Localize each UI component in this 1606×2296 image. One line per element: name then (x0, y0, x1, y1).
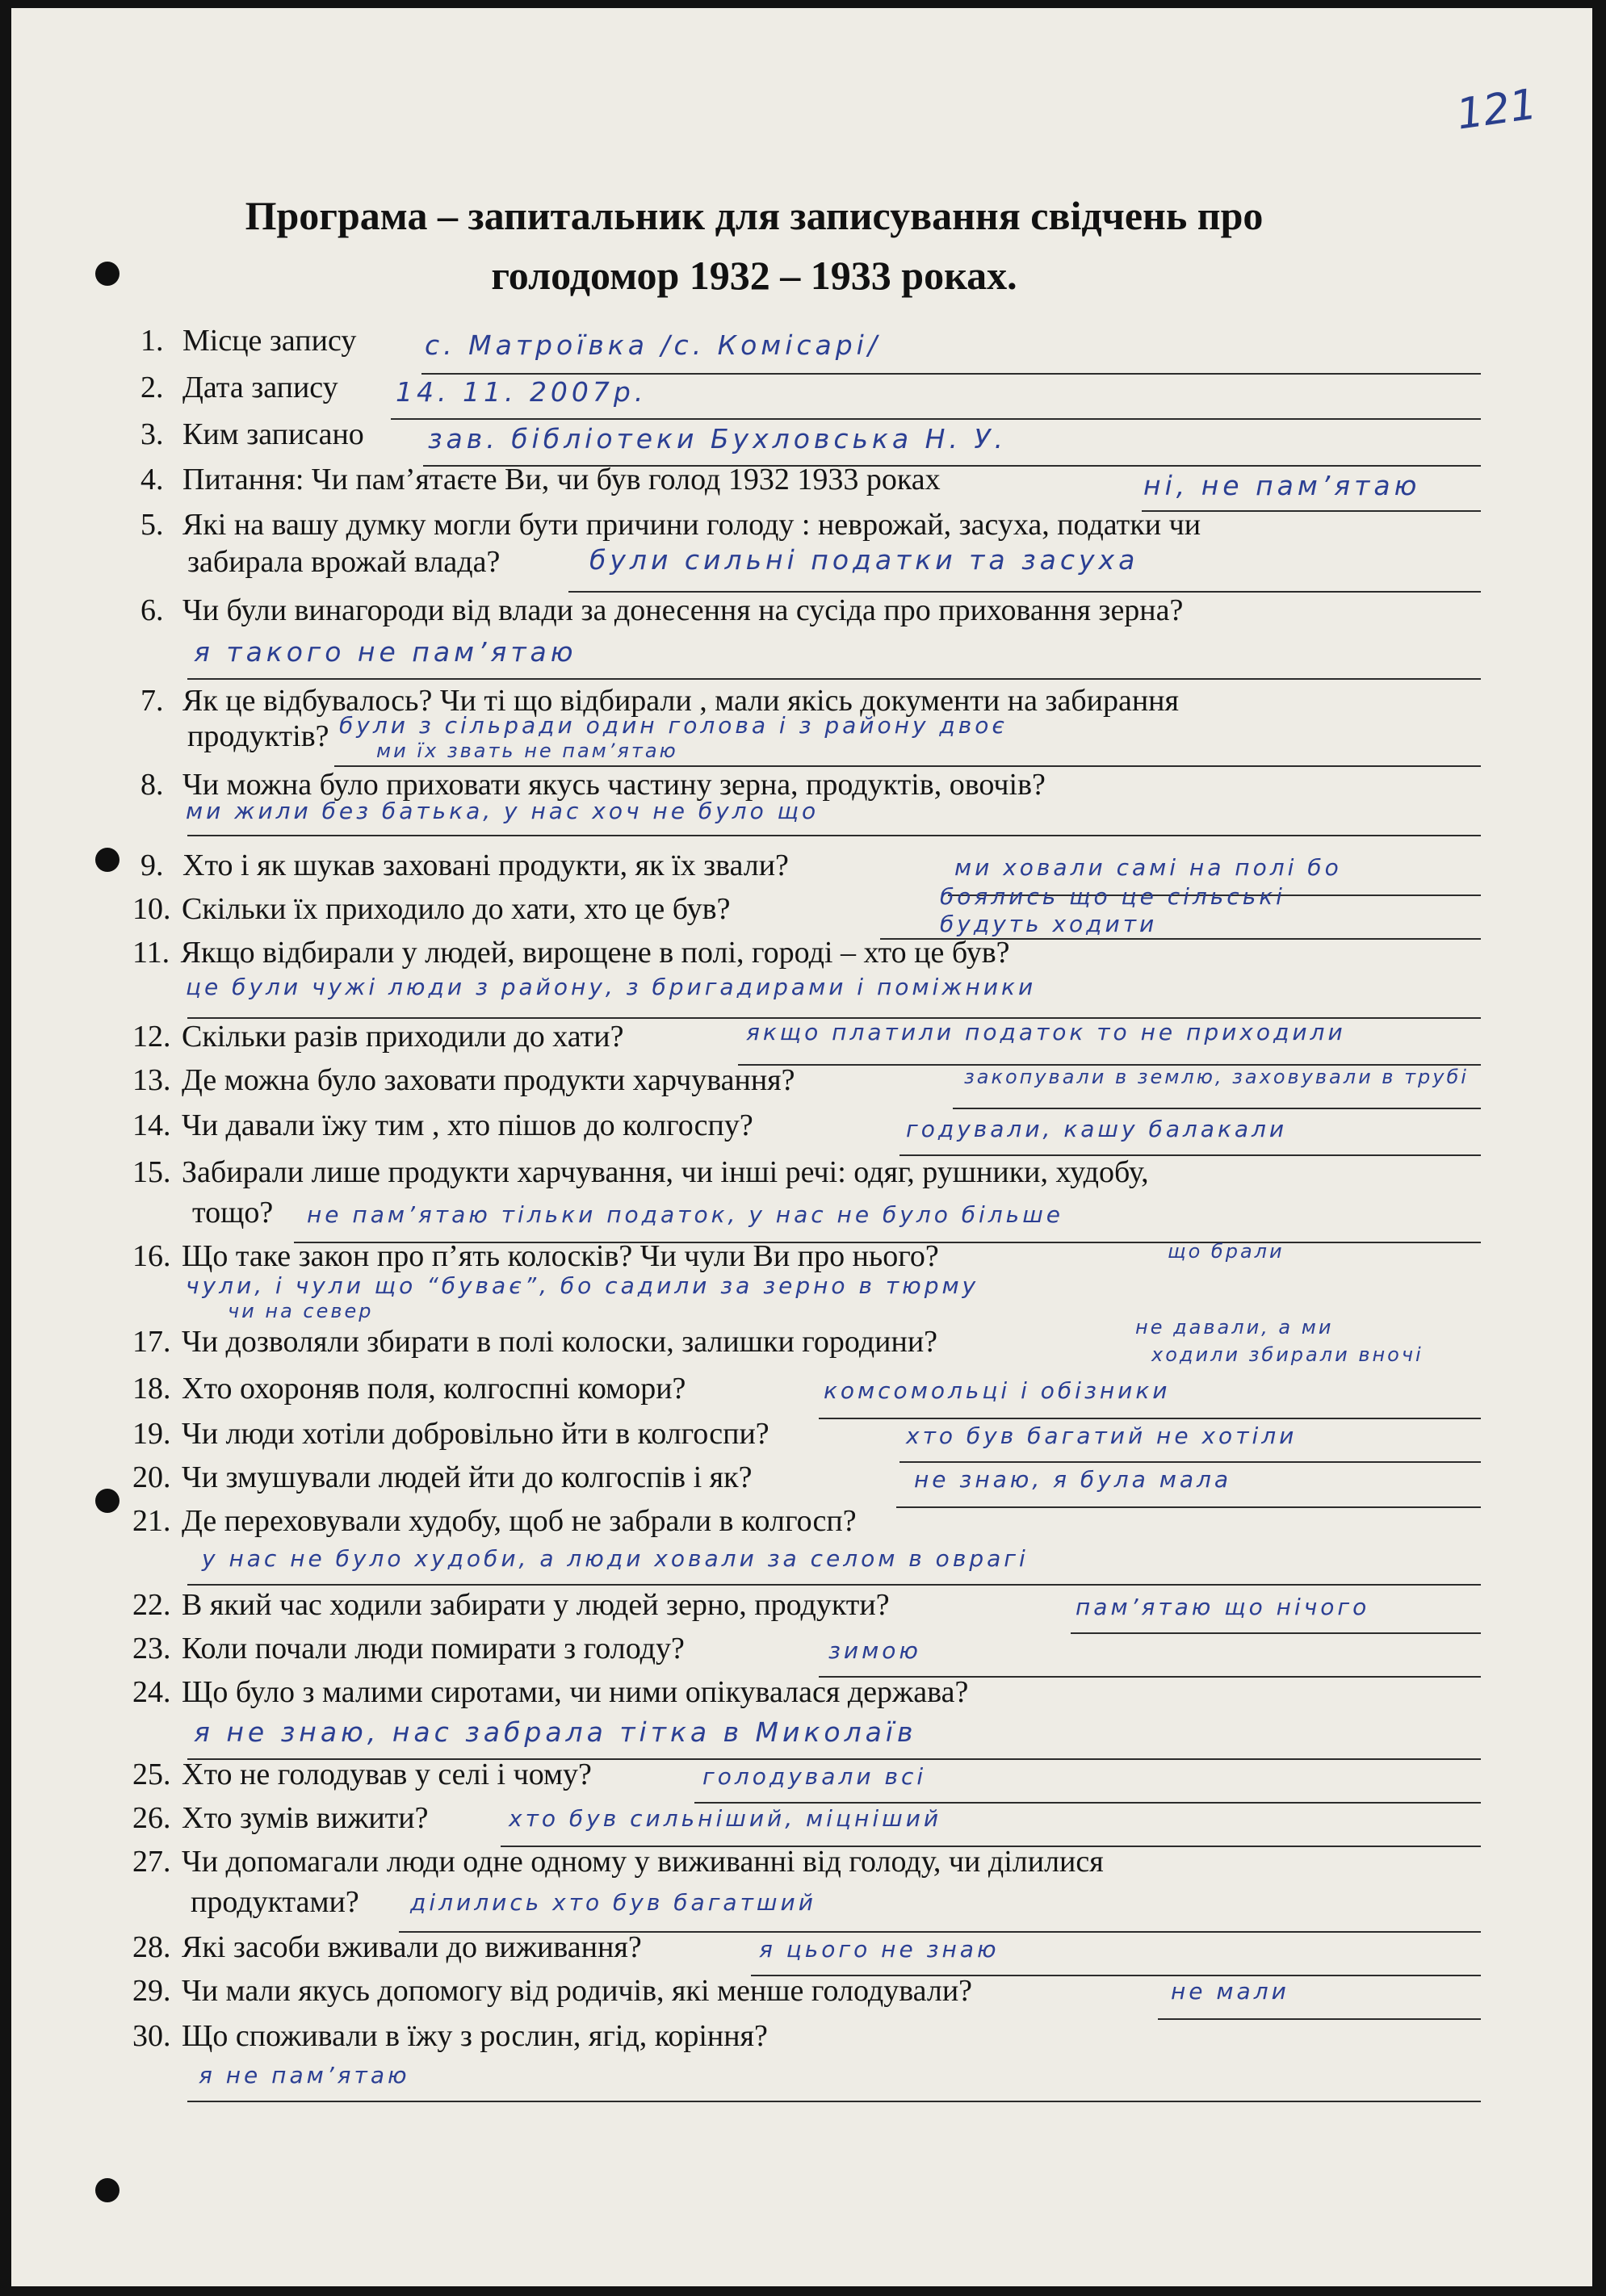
question-21 (132, 1503, 857, 1539)
question-10 (132, 891, 731, 927)
answer-10: боялись що це сільські (940, 883, 1285, 910)
question-text: Місце запису (182, 324, 357, 358)
question-text: Чи давали їжу тим , хто пішов до колгоспу? (182, 1108, 753, 1142)
question-23 (132, 1631, 685, 1666)
question-text: Чи можна було приховати якусь частину зерна, продуктів, овочів? (182, 768, 1046, 802)
answer-22: пам’ятаю що нічого (1076, 1594, 1370, 1620)
question-29 (132, 1973, 972, 2009)
question-text: Що споживали в їжу з рослин, ягід, коріння? (182, 2019, 768, 2053)
question-text: Коли почали люди помирати з голоду? (182, 1632, 685, 1665)
question-text: Хто зумів вижити? (182, 1801, 429, 1835)
question-27-line-2: продуктами? (191, 1885, 359, 1919)
answer-16-note: що брали (1168, 1240, 1285, 1263)
question-number: 20. (132, 1460, 171, 1494)
answer-16: чули, і чули що “буває”, бо садили за зерно в тюрму (186, 1272, 979, 1299)
question-number: 21. (132, 1504, 171, 1538)
question-6 (140, 593, 1183, 628)
answer-line (187, 835, 1481, 836)
question-text: Питання: Чи пам’ятаєте Ви, чи був голод 1932 1933 роках (182, 463, 941, 496)
question-text: Чи допомагали люди одне одному у виживанні від голоду, чи ділилися (182, 1845, 1104, 1879)
answer-18: комсомольці і обізники (824, 1377, 1171, 1404)
answer-17-continued: ходили збирали вночі (1151, 1343, 1424, 1366)
question-9 (140, 848, 789, 883)
question-2 (140, 370, 338, 405)
answer-10-continued: будуть ходити (940, 911, 1158, 937)
question-5 (140, 507, 1201, 543)
answer-8: ми жили без батька, у нас хоч не було що (186, 798, 820, 824)
answer-line (421, 373, 1481, 375)
answer-13: закопували в землю, заховували в трубі (964, 1066, 1469, 1088)
answer-1: с. Матроївка /с. Комісарі/ (425, 329, 881, 361)
question-text: Де переховували худобу, щоб не забрали в колгосп? (182, 1504, 857, 1538)
question-20 (132, 1460, 752, 1495)
answer-6: я такого не пам’ятаю (194, 636, 577, 668)
question-19 (132, 1416, 769, 1452)
answer-7-continued: ми їх звать не пам’ятаю (376, 739, 678, 762)
question-17 (132, 1324, 937, 1360)
question-number: 9. (140, 848, 164, 882)
questionnaire-page (11, 8, 1592, 2286)
question-1 (140, 323, 356, 358)
question-26 (132, 1800, 428, 1836)
question-27 (132, 1844, 1104, 1879)
question-number: 28. (132, 1930, 171, 1964)
answer-line (187, 1584, 1481, 1586)
answer-3: зав. бібліотеки Бухловська Н. У. (428, 423, 1007, 455)
answer-12: якщо платили податок то не приходили (746, 1019, 1346, 1045)
answer-30: я не пам’ятаю (199, 2062, 410, 2089)
answer-line (1158, 2018, 1481, 2020)
question-22 (132, 1587, 890, 1623)
page-title (124, 186, 1384, 305)
question-28 (132, 1929, 642, 1965)
punch-hole (95, 1489, 120, 1513)
question-16 (132, 1238, 939, 1274)
question-18 (132, 1371, 686, 1406)
answer-line (953, 1108, 1481, 1109)
question-text: Хто і як шукав заховані продукти, як їх звали? (182, 848, 789, 882)
question-number: 26. (132, 1801, 171, 1835)
question-text: Чи дозволяли збирати в полі колоски, залишки городини? (182, 1325, 938, 1359)
question-text: Хто охороняв поля, колгоспні комори? (182, 1372, 686, 1406)
question-14 (132, 1108, 753, 1143)
question-number: 13. (132, 1063, 171, 1097)
question-number: 27. (132, 1845, 171, 1879)
answer-7: були з сільради один голова і з району двоє (339, 712, 1008, 739)
question-number: 4. (140, 463, 164, 496)
question-number: 18. (132, 1372, 171, 1406)
answer-line (187, 678, 1481, 680)
question-text: Чи змушували людей йти до колгоспів і як? (182, 1460, 753, 1494)
question-number: 5. (140, 508, 164, 542)
question-13 (132, 1062, 795, 1098)
question-text: Скільки їх приходило до хати, хто це був? (182, 892, 731, 926)
question-text: Чи мали якусь допомогу від родичів, які менше голодували? (182, 1974, 973, 2008)
question-number: 23. (132, 1632, 171, 1665)
answer-line (694, 1802, 1481, 1804)
question-text: Що таке закон про п’ять колосків? Чи чули Ви про нього? (182, 1239, 939, 1273)
question-text: Де можна було заховати продукти харчування? (182, 1063, 795, 1097)
question-number: 29. (132, 1974, 171, 2008)
answer-25: голодували всі (702, 1763, 927, 1790)
answer-26: хто був сильніший, міцніший (509, 1805, 942, 1832)
question-number: 10. (132, 892, 171, 926)
question-number: 3. (140, 417, 164, 451)
answer-11: це були чужі люди з району, з бригадирами і поміжники (186, 974, 1037, 1000)
question-25 (132, 1757, 592, 1792)
question-text: Чи люди хотіли добровільно йти в колгоспи? (182, 1417, 769, 1451)
question-number: 25. (132, 1758, 171, 1791)
answer-line (187, 2101, 1481, 2102)
question-number: 24. (132, 1675, 171, 1709)
question-24 (132, 1674, 968, 1710)
question-15 (132, 1154, 1149, 1190)
answer-line (896, 1506, 1481, 1508)
question-text: Чи були винагороди від влади за донесення на сусіда про приховання зерна? (182, 593, 1184, 627)
question-number: 7. (140, 684, 164, 718)
answer-4: ні, не пам’ятаю (1143, 470, 1421, 501)
question-text: Ким записано (182, 417, 364, 451)
answer-line (819, 1418, 1481, 1419)
question-number: 16. (132, 1239, 171, 1273)
question-text: Які на вашу думку могли бути причини голоду : неврожай, засуха, податки чи (182, 508, 1201, 542)
answer-20: не знаю, я була мала (914, 1466, 1232, 1493)
punch-hole (95, 848, 120, 872)
question-number: 22. (132, 1588, 171, 1622)
title-line-1: Програма – запитальник для записування свідчень про (245, 193, 1264, 238)
folio-number: 121 (1453, 80, 1540, 140)
answer-line (391, 418, 1481, 420)
question-number: 1. (140, 324, 164, 358)
question-text: Що було з малими сиротами, чи ними опікувалася держава? (182, 1675, 969, 1709)
answer-9: ми ховали самі на полі бо (954, 854, 1342, 881)
answer-16-continued: чи на север (228, 1300, 374, 1322)
question-number: 8. (140, 768, 164, 802)
answer-5: були сильні податки та засуха (589, 544, 1139, 576)
answer-17: не давали, а ми (1135, 1316, 1334, 1339)
answer-14: годували, кашу балакали (906, 1116, 1288, 1142)
question-number: 19. (132, 1417, 171, 1451)
question-number: 17. (132, 1325, 171, 1359)
question-text: Забирали лише продукти харчування, чи інші речі: одяг, рушники, худобу, (182, 1155, 1149, 1189)
question-number: 11. (132, 936, 170, 970)
answer-19: хто був багатий не хотіли (906, 1422, 1298, 1449)
question-12 (132, 1019, 623, 1054)
question-7-line-2: продуктів? (187, 719, 329, 753)
punch-hole (95, 262, 120, 286)
question-number: 2. (140, 371, 164, 404)
question-3 (140, 417, 364, 452)
question-number: 15. (132, 1155, 171, 1189)
answer-line (899, 1461, 1481, 1463)
question-text: Дата запису (182, 371, 338, 404)
punch-hole (95, 2178, 120, 2202)
question-30 (132, 2018, 768, 2054)
answer-29: не мали (1171, 1978, 1289, 2005)
question-text: Які засоби вживали до виживання? (182, 1930, 642, 1964)
question-text: В який час ходили забирати у людей зерно, продукти? (182, 1588, 890, 1622)
answer-28: я цього не знаю (759, 1936, 1000, 1963)
question-4 (140, 462, 941, 497)
answer-21: у нас не було худоби, а люди ховали за селом в оврагі (202, 1545, 1029, 1572)
question-number: 12. (132, 1020, 171, 1054)
answer-23: зимою (828, 1637, 921, 1664)
question-text: Хто не голодував у селі і чому? (182, 1758, 592, 1791)
question-number: 14. (132, 1108, 171, 1142)
title-line-2: голодомор 1932 – 1933 роках. (491, 253, 1017, 298)
question-text: Якщо відбирали у людей, вирощене в полі, городі – хто це був? (180, 936, 1010, 970)
question-11 (132, 935, 1010, 970)
answer-2: 14. 11. 2007р. (396, 376, 648, 408)
answer-24: я не знаю, нас забрала тітка в Миколаїв (194, 1716, 917, 1748)
question-text: Як це відбувалось? Чи ті що відбирали , мали якісь документи на забирання (182, 684, 1179, 718)
question-number: 30. (132, 2019, 171, 2053)
question-text: Скільки разів приходили до хати? (182, 1020, 624, 1054)
answer-15: не пам’ятаю тільки податок, у нас не було більше (307, 1201, 1064, 1228)
question-number: 6. (140, 593, 164, 627)
answer-line (1071, 1632, 1481, 1634)
answer-27: ділились хто був багатший (410, 1889, 816, 1916)
question-5-line-2: забирала врожай влада? (187, 545, 501, 579)
question-15-line-2: тощо? (192, 1196, 274, 1230)
